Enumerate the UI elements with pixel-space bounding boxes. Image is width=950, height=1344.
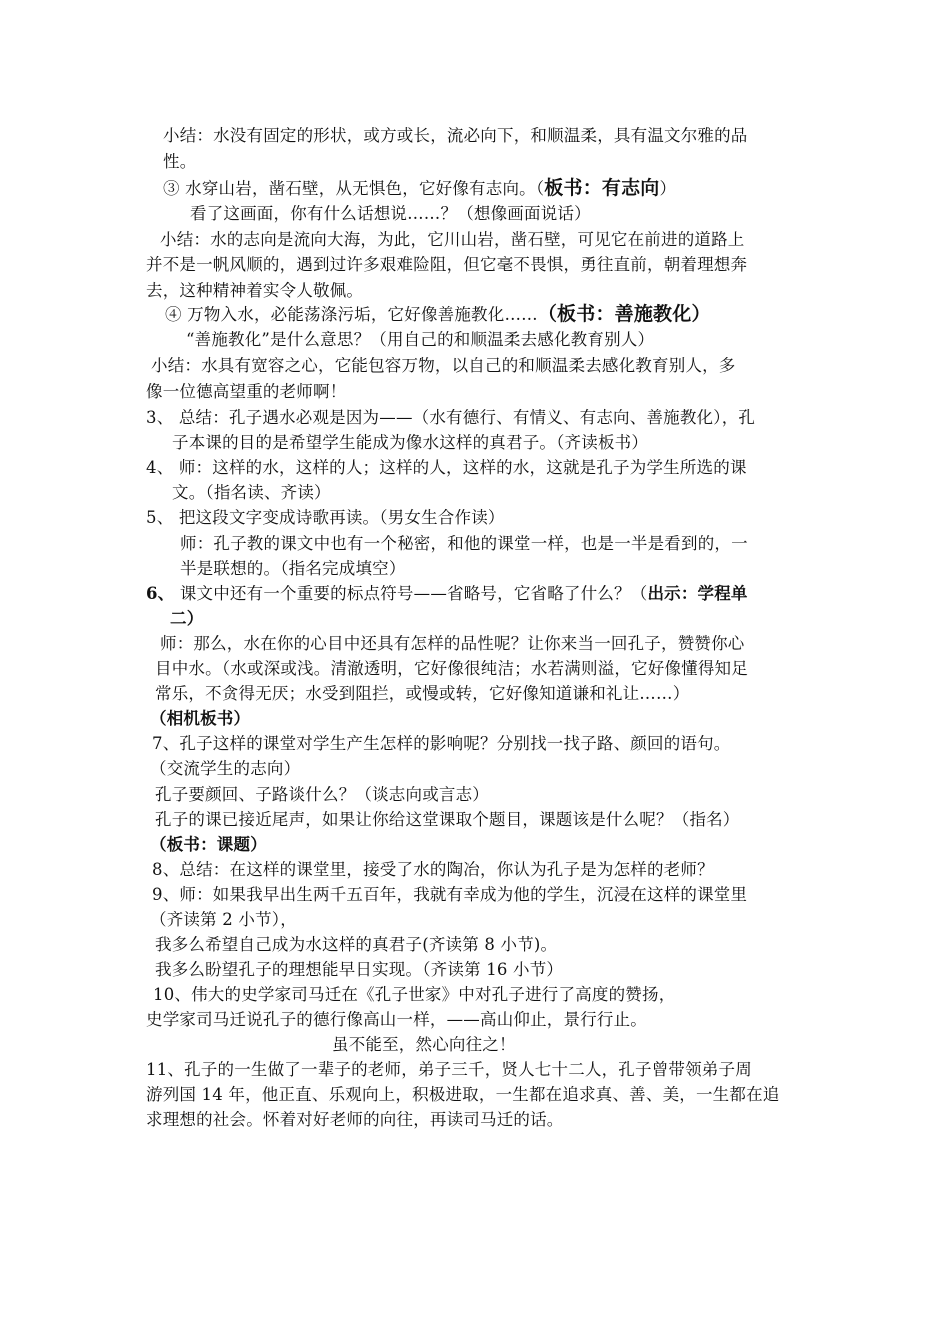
text-line: 4、 师：这样的水，这样的人；这样的人，这样的水，这就是孔子为学生所选的课 <box>146 458 747 477</box>
text-line-segment: 6、 <box>146 584 175 603</box>
board-note: （板书：善施教化） <box>537 303 711 325</box>
text-line-segment: ） <box>659 179 677 198</box>
text-line-segment: ③ 水穿山岩，凿石壁，从无惧色，它好像有志向。（ <box>163 179 545 198</box>
text-line: 师：那么，水在你的心目中还具有怎样的品性呢？让你来当一回孔子，赞赞你心 <box>160 634 745 653</box>
text-line: 去，这种精神着实令人敬佩。 <box>146 281 364 300</box>
text-line: 常乐，不贪得无厌；水受到阻拦，或慢或转，它好像知道谦和礼让……） <box>155 684 690 703</box>
text-line <box>146 582 748 606</box>
text-line: （交流学生的志向） <box>150 759 301 778</box>
text-line-segment: ④ 万物入水，必能荡涤污垢，它好像善施教化…… <box>165 305 538 324</box>
text-line: 求理想的社会。怀着对好老师的向往，再读司马迁的话。 <box>146 1110 564 1129</box>
text-line: 虽不能至，然心向往之！ <box>332 1035 516 1054</box>
text-line: 文。（指名读、齐读） <box>172 483 331 502</box>
text-line: 性。 <box>163 152 197 171</box>
text-line: 5、 把这段文字变成诗歌再读。（男女生合作读） <box>146 508 505 527</box>
text-line: 小结：水的志向是流向大海，为此，它川山岩，凿石壁，可见它在前进的道路上 <box>160 230 745 249</box>
board-note: 板书：有志向 <box>544 177 660 199</box>
text-line: 小结：水没有固定的形状，或方或长，流必向下，和顺温柔，具有温文尔雅的品 <box>163 126 748 145</box>
text-line: 孔子的课已接近尾声，如果让你给这堂课取个题目，课题该是什么呢？（指名） <box>155 810 740 829</box>
text-line <box>165 302 711 327</box>
text-line: 3、 总结：孔子遇水必观是因为——（水有德行、有情义、有志向、善施教化），孔 <box>146 408 756 427</box>
text-line: 目中水。（水或深或浅。清澈透明，它好像很纯洁；水若满则溢，它好像懂得知足 <box>155 659 748 678</box>
board-note: （相机板书） <box>150 709 251 728</box>
text-line: 师：孔子教的课文中也有一个秘密，和他的课堂一样，也是一半是看到的，一 <box>180 534 748 553</box>
text-line: 我多么希望自己成为水这样的真君子(齐读第 8 小节)。 <box>155 935 558 954</box>
text-line: 9、师：如果我早出生两千五百年，我就有幸成为他的学生，沉浸在这样的课堂里 <box>152 885 748 904</box>
text-line: “善施教化”是什么意思？（用自己的和顺温柔去感化教育别人） <box>186 330 655 349</box>
text-line: 孔子要颜回、子路谈什么？（谈志向或言志） <box>155 785 489 804</box>
text-line: 看了这画面，你有什么话想说……？（想像画面说话） <box>190 204 591 223</box>
text-line: 11、孔子的一生做了一辈子的老师，弟子三千，贤人七十二人，孔子曾带领弟子周 <box>146 1060 752 1079</box>
text-line-segment: 课文中还有一个重要的标点符号——省略号，它省略了什么？（ <box>174 584 648 603</box>
text-line: 7、孔子这样的课堂对学生产生怎样的影响呢？分别找一找子路、颜回的语句。 <box>152 734 731 753</box>
text-line: （齐读第 2 小节）， <box>150 910 297 929</box>
board-note: （板书：课题） <box>150 835 267 854</box>
text-line: 子本课的目的是希望学生能成为像水这样的真君子。（齐读板书） <box>172 433 649 452</box>
text-line: 并不是一帆风顺的，遇到过许多艰难险阻，但它毫不畏惧，勇往直前，朝着理想奔 <box>146 255 748 274</box>
text-line <box>163 176 676 201</box>
text-line: 史学家司马迁说孔子的德行像高山一样，——高山仰止，景行行止。 <box>146 1010 647 1029</box>
handout-note: 出示：学程单 <box>647 584 748 603</box>
text-line: 像一位德高望重的老师啊！ <box>146 382 347 401</box>
text-line: 10、伟大的史学家司马迁在《孔子世家》中对孔子进行了高度的赞扬， <box>153 985 676 1004</box>
text-line: 8、总结：在这样的课堂里，接受了水的陶冶，你认为孔子是为怎样的老师？ <box>152 860 714 879</box>
text-line: 二） <box>170 609 204 628</box>
text-line: 半是联想的。（指名完成填空） <box>180 559 406 578</box>
text-line: 游列国 14 年，他正直、乐观向上，积极进取，一生都在追求真、善、美，一生都在追 <box>146 1085 780 1104</box>
text-line: 我多么盼望孔子的理想能早日实现。（齐读第 16 小节） <box>155 960 564 979</box>
text-line: 小结：水具有宽容之心，它能包容万物，以自己的和顺温柔去感化教育别人，多 <box>151 356 736 375</box>
